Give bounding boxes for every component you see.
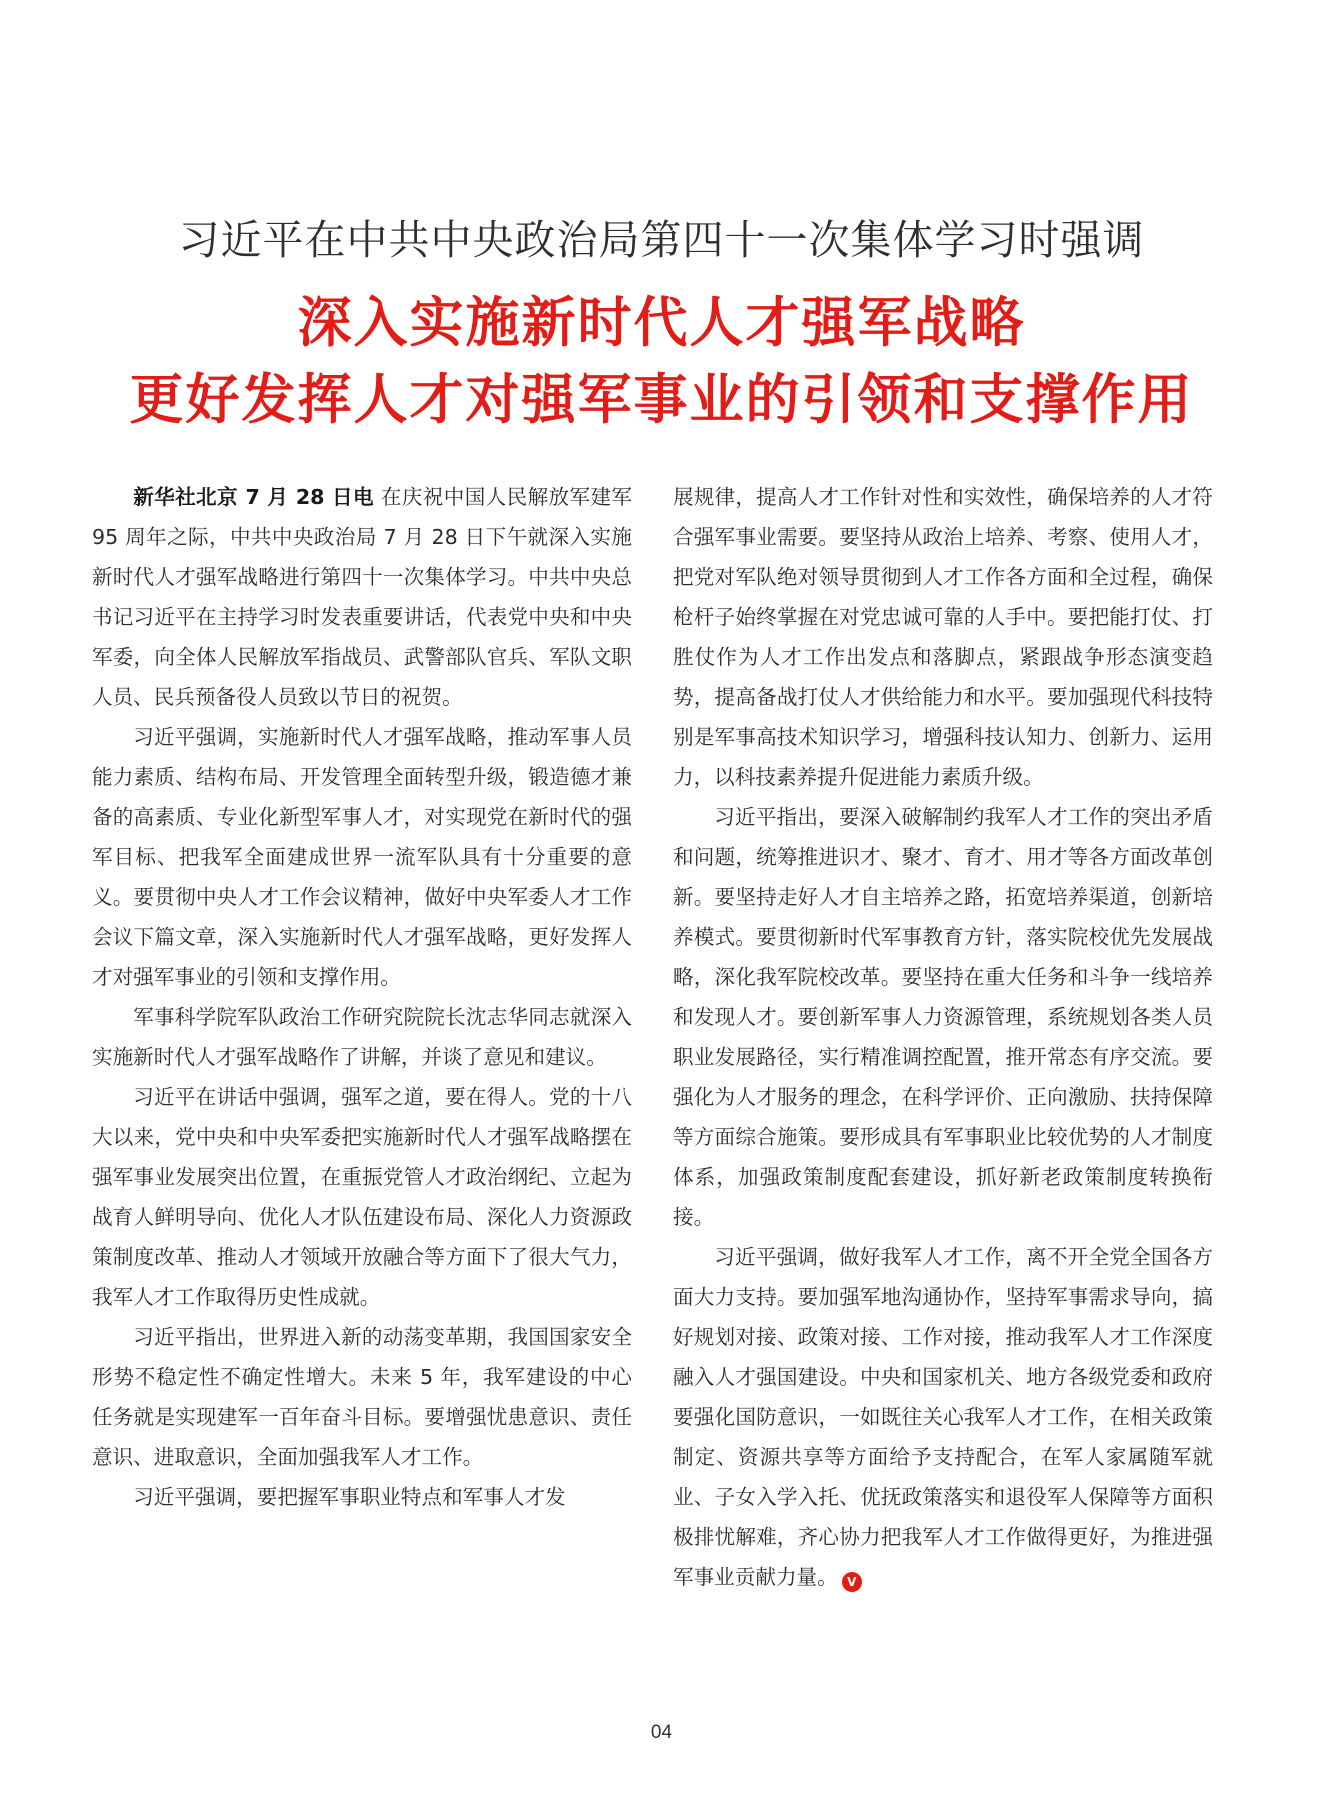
article-kicker: 习近平在中共中央政治局第四十一次集体学习时强调 bbox=[178, 216, 1145, 264]
paragraph-3: 军事科学院军队政治工作研究院院长沈志华同志就深入实施新时代人才强军战略作了讲解，并谈了意见和建议。 bbox=[92, 1005, 632, 1069]
paragraph-5: 习近平指出，世界进入新的动荡变革期，我国国家安全形势不稳定性不确定性增大。未来 5 年，我军建设的中心任务就是实现建军一百年奋斗目标。要增强忧患意识、责任意识、进取意识，全面加强我军人才工作。 bbox=[92, 1325, 632, 1469]
dateline: 新华社北京 7 月 28 日电 bbox=[133, 485, 374, 509]
paragraph-6-continued: 展规律，提高人才工作针对性和实效性，确保培养的人才符合强军事业需要。要坚持从政治上培养、考察、使用人才，把党对军队绝对领导贯彻到人才工作各方面和全过程，确保枪杆子始终掌握在对党忠诚可靠的人手中。要把能打仗、打胜仗作为人才工作出发点和落脚点，紧跟战争形态演变趋势，提高备战打仗人才供给能力和水平。要加强现代科技特别是军事高技术知识学习，增强科技认知力、创新力、运用力，以科技素养提升促进能力素质升级。 bbox=[673, 485, 1213, 789]
paragraph-1 bbox=[92, 477, 632, 717]
left-column bbox=[92, 477, 632, 1517]
paragraph-2: 习近平强调，实施新时代人才强军战略，推动军事人员能力素质、结构布局、开发管理全面转型升级，锻造德才兼备的高素质、专业化新型军事人才，对实现党在新时代的强军目标、把我军全面建成世界一流军队具有十分重要的意义。要贯彻中央人才工作会议精神，做好中央军委人才工作会议下篇文章，深入实施新时代人才强军战略，更好发挥人才对强军事业的引领和支撑作用。 bbox=[92, 725, 632, 989]
right-column bbox=[673, 477, 1213, 1597]
paragraph-1-text: 在庆祝中国人民解放军建军 95 周年之际，中共中央政治局 7 月 28 日下午就深入实施新时代人才强军战略进行第四十一次集体学习。中共中央总书记习近平在主持学习时发表重要讲话，代表党中央和中央军委，向全体人民解放军指战员、武警部队官兵、军队文职人员、民兵预备役人员致以节日的祝贺。 bbox=[92, 485, 633, 709]
headline-line-2: 更好发挥人才对强军事业的引领和支撑作用 bbox=[129, 368, 1194, 431]
page-number: 04 bbox=[650, 1722, 673, 1743]
end-mark-icon: V bbox=[842, 1572, 862, 1592]
paragraph-8 bbox=[673, 1237, 1213, 1597]
paragraph-4: 习近平在讲话中强调，强军之道，要在得人。党的十八大以来，党中央和中央军委把实施新时代人才强军战略摆在强军事业发展突出位置，在重振党管人才政治纲纪、立起为战育人鲜明导向、优化人才队伍建设布局、深化人力资源政策制度改革、推动人才领域开放融合等方面下了很大气力，我军人才工作取得历史性成就。 bbox=[92, 1085, 632, 1309]
paragraph-6: 习近平强调，要把握军事职业特点和军事人才发 bbox=[133, 1485, 566, 1509]
paragraph-8-text: 习近平强调，做好我军人才工作，离不开全党全国各方面大力支持。要加强军地沟通协作，坚持军事需求导向，搞好规划对接、政策对接、工作对接，推动我军人才工作深度融入人才强国建设。中央和国家机关、地方各级党委和政府要强化国防意识，一如既往关心我军人才工作，在相关政策制定、资源共享等方面给予支持配合，在军人家属随军就业、子女入学入托、优抚政策落实和退役军人保障等方面积极排忧解难，齐心协力把我军人才工作做得更好，为推进强军事业贡献力量。 bbox=[673, 1245, 1213, 1589]
headline-line-1: 深入实施新时代人才强军战略 bbox=[297, 291, 1026, 354]
paragraph-7: 习近平指出，要深入破解制约我军人才工作的突出矛盾和问题，统筹推进识才、聚才、育才、用才等各方面改革创新。要坚持走好人才自主培养之路，拓宽培养渠道，创新培养模式。要贯彻新时代军事教育方针，落实院校优先发展战略，深化我军院校改革。要坚持在重大任务和斗争一线培养和发现人才。要创新军事人力资源管理，系统规划各类人员职业发展路径，实行精准调控配置，推开常态有序交流。要强化为人才服务的理念，在科学评价、正向激励、扶持保障等方面综合施策。要形成具有军事职业比较优势的人才制度体系，加强政策制度配套建设，抓好新老政策制度转换衔接。 bbox=[673, 805, 1213, 1229]
